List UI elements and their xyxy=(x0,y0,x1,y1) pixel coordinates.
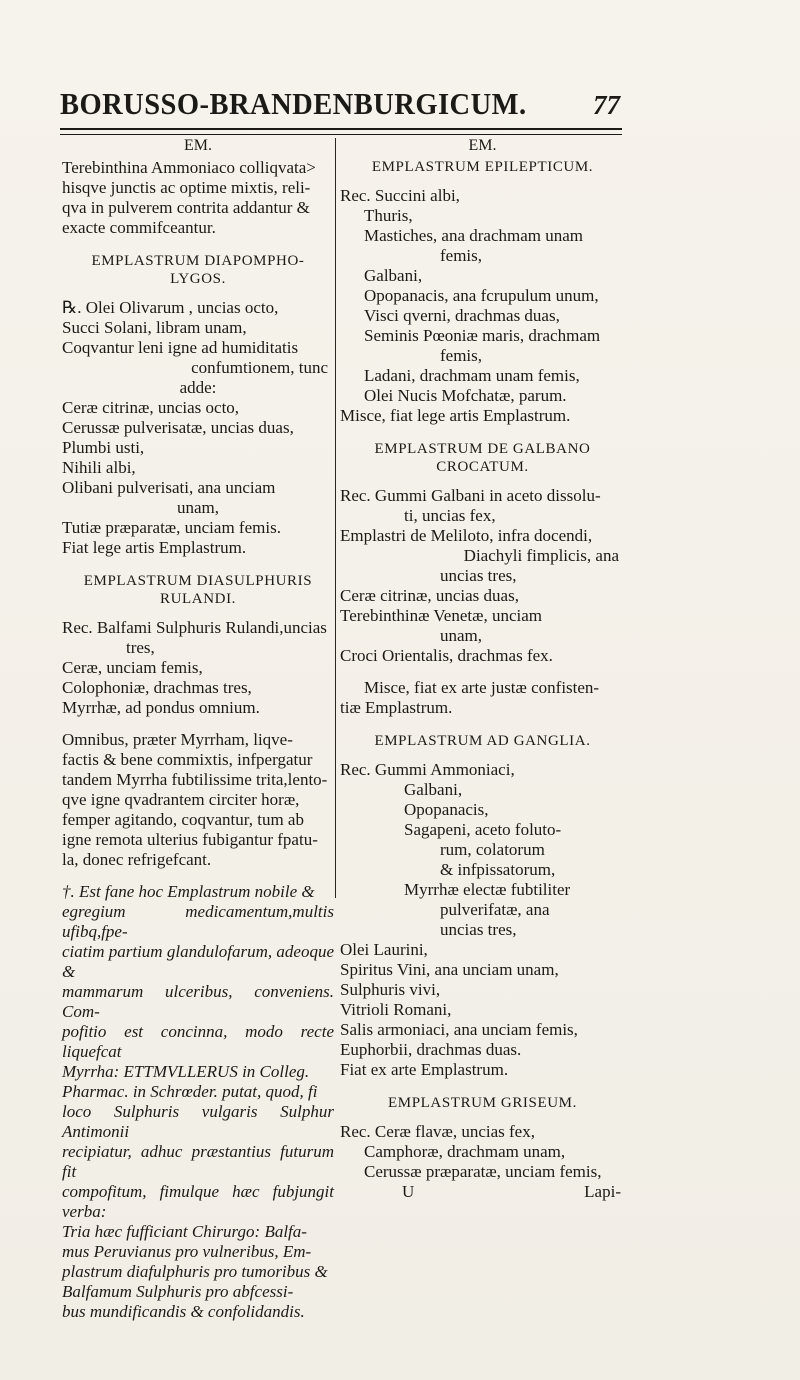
recipe-line: femis, xyxy=(440,346,483,365)
recipe-line: Spiritus Vini, ana unciam unam, xyxy=(340,960,559,979)
text-line: LYGOS. xyxy=(170,271,226,287)
text-line: qve igne qvadrantem circiter horæ, xyxy=(62,790,300,809)
catchword: Lapi- xyxy=(584,1182,621,1201)
recipe-line: Visci qverni, drachmas duas, xyxy=(364,306,560,325)
left-paragraph-1 xyxy=(62,158,334,238)
recipe-line: Camphoræ, drachmam unam, xyxy=(364,1142,566,1161)
page-header xyxy=(60,86,620,126)
recipe-line: Ceræ, unciam femis, xyxy=(62,658,203,677)
text-line: RULANDI. xyxy=(159,591,237,607)
recipe-line: Rec. Gummi Ammoniaci, xyxy=(340,760,515,779)
page-number: 77 xyxy=(593,90,620,120)
recipe-line: Emplastri de Meliloto, infra docendi, xyxy=(340,526,593,545)
recipe-line: unam, xyxy=(176,498,220,517)
text-line: femper agitando, coqvantur, tum ab xyxy=(62,810,304,829)
recipe-line: Rec. Gummi Galbani in aceto dissolu- xyxy=(340,486,601,505)
recipe-line: Plumbi usti, xyxy=(62,438,145,457)
recipe-line: Diachyli fimplicis, ana xyxy=(463,546,619,565)
left-column-header: EM. xyxy=(184,137,212,154)
spacer xyxy=(340,666,625,678)
right-title-3 xyxy=(340,732,625,750)
text-line: EMPLASTRUM GRISEUM. xyxy=(388,1095,577,1111)
text-line: mus Peruvianus pro vulneribus, Em- xyxy=(62,1242,312,1261)
recipe-line: tiæ Emplastrum. xyxy=(340,698,453,717)
recipe-line: Vitrioli Romani, xyxy=(340,1000,452,1019)
recipe-line: Croci Orientalis, drachmas fex. xyxy=(340,646,553,665)
recipe-line: Rec. Ceræ flavæ, uncias fex, xyxy=(340,1122,535,1141)
right-recipe-2 xyxy=(340,486,625,718)
text-line: factis & bene commixtis, infpergatur xyxy=(62,750,313,769)
right-title-1 xyxy=(340,158,625,176)
recipe-line: rum, colatorum xyxy=(440,840,545,859)
recipe-line: Ceræ citrinæ, uncias duas, xyxy=(340,586,519,605)
text-line: compofitum, fimulque hæc fubjungit verba: xyxy=(62,1182,334,1221)
recipe-line: uncias tres, xyxy=(440,566,517,585)
left-recipe-2 xyxy=(62,618,334,718)
text-line: EMPLASTRUM EPILEPTICUM. xyxy=(371,159,594,175)
recipe-line: tres, xyxy=(126,638,155,657)
recipe-line: Myrrhæ, ad pondus omnium. xyxy=(62,698,260,717)
text-line: loco Sulphuris vulgaris Sulphur Antimonii xyxy=(62,1102,334,1141)
right-recipe-1 xyxy=(340,186,625,426)
right-column xyxy=(340,134,625,1202)
recipe-line: confumtionem, tunc xyxy=(191,358,328,377)
recipe-line: Opopanacis, ana fcrupulum unum, xyxy=(364,286,599,305)
recipe-line: Euphorbii, drachmas duas. xyxy=(340,1040,522,1059)
spacer xyxy=(62,870,334,882)
text-line: pofitio est concinna, modo recte liquefcat xyxy=(62,1022,334,1061)
left-paragraph-2 xyxy=(62,730,334,870)
signature-mark: U xyxy=(402,1182,415,1201)
text-line: qva in pulverem contrita addantur & xyxy=(62,198,310,217)
recipe-line: Misce, fiat ex arte justæ confisten- xyxy=(364,678,600,697)
right-recipe-4 xyxy=(340,1122,625,1182)
recipe-line: ti, uncias fex, xyxy=(404,506,496,525)
text-line: mammarum ulceribus, conveniens. Com- xyxy=(62,982,334,1021)
text-line: egregium medicamentum,multis ufibq,fpe- xyxy=(62,902,334,941)
recipe-line: Fiat lege artis Emplastrum. xyxy=(62,538,247,557)
text-line: Balfamum Sulphuris pro abfcessi- xyxy=(62,1282,294,1301)
recipe-line: Cerussæ pulverisatæ, uncias duas, xyxy=(62,418,294,437)
recipe-line: Galbani, xyxy=(404,780,463,799)
right-column-header: EM. xyxy=(468,137,497,154)
footer-line xyxy=(340,1182,625,1202)
text-line: Omnibus, præter Myrrham, liqve- xyxy=(62,730,293,749)
recipe-line: pulverifatæ, ana xyxy=(440,900,550,919)
text-line: recipiatur, adhuc præstantius futurum fit xyxy=(62,1142,334,1181)
text-line: hisqve junctis ac optime mixtis, reli- xyxy=(62,178,311,197)
left-recipe-1 xyxy=(62,298,334,558)
recipe-line: Succi Solani, libram unam, xyxy=(62,318,247,337)
recipe-line: & infpissatorum, xyxy=(440,860,556,879)
recipe-line: unam, xyxy=(440,626,483,645)
recipe-line: adde: xyxy=(179,378,217,397)
recipe-line: Ceræ citrinæ, uncias octo, xyxy=(62,398,240,417)
right-title-2 xyxy=(340,440,625,476)
text-line: Terebinthina Ammoniaco colliqvata> xyxy=(62,158,316,177)
recipe-line: Opopanacis, xyxy=(404,800,489,819)
right-recipe-3 xyxy=(340,760,625,1080)
recipe-line: Terebinthinæ Venetæ, unciam xyxy=(340,606,542,625)
recipe-line: Mastiches, ana drachmam unam xyxy=(364,226,584,245)
recipe-line: Sagapeni, aceto foluto- xyxy=(404,820,562,839)
left-note xyxy=(62,882,334,1322)
text-line: Tria hæc fufficiant Chirurgo: Balfa- xyxy=(62,1222,307,1241)
recipe-line: Colophoniæ, drachmas tres, xyxy=(62,678,252,697)
recipe-line: Thuris, xyxy=(364,206,413,225)
recipe-line: Fiat ex arte Emplastrum. xyxy=(340,1060,509,1079)
text-line: ciatim partium glandulofarum, adeoque & xyxy=(62,942,334,981)
recipe-line: Olibani pulverisati, ana unciam xyxy=(62,478,276,497)
left-column xyxy=(62,134,334,1322)
text-line: tandem Myrrha fubtilissime trita,lento- xyxy=(62,770,328,789)
text-line: EMPLASTRUM DE GALBANO xyxy=(374,441,591,457)
right-title-4 xyxy=(340,1094,625,1112)
text-line: bus mundificandis & confolidandis. xyxy=(62,1302,305,1321)
text-line: EMPLASTRUM AD GANGLIA. xyxy=(374,733,591,749)
recipe-line: Myrrhæ electæ fubtiliter xyxy=(404,880,571,899)
text-line: la, donec refrigefcant. xyxy=(62,850,212,869)
left-title-2 xyxy=(62,572,334,608)
text-line: †. Est fane hoc Emplastrum nobile & xyxy=(62,882,315,901)
recipe-line: Cerussæ præparatæ, unciam femis, xyxy=(364,1162,602,1181)
recipe-line: Ladani, drachmam unam femis, xyxy=(364,366,580,385)
recipe-line: Sulphuris vivi, xyxy=(340,980,441,999)
text-line: plastrum diafulphuris pro tumoribus & xyxy=(62,1262,328,1281)
recipe-line: femis, xyxy=(440,246,483,265)
text-line: Myrrha: ETTMVLLERUS in Colleg. xyxy=(62,1062,310,1081)
text-line: Pharmac. in Schrœder. putat, quod, fi xyxy=(62,1082,318,1101)
recipe-line: Rec. Balfami Sulphuris Rulandi,uncias xyxy=(62,618,327,637)
text-line: igne remota ulterius fubigantur fpatu- xyxy=(62,830,318,849)
spacer xyxy=(62,718,334,730)
text-line: EMPLASTRUM DIAPOMPHO- xyxy=(91,253,305,269)
text-line: EMPLASTRUM DIASULPHURIS xyxy=(83,573,313,589)
recipe-line: Olei Nucis Mofchatæ, parum. xyxy=(364,386,567,405)
recipe-line: Tutiæ præparatæ, unciam femis. xyxy=(62,518,281,537)
recipe-line: Seminis Pœoniæ maris, drachmam xyxy=(364,326,601,345)
recipe-line: Misce, fiat lege artis Emplastrum. xyxy=(340,406,571,425)
recipe-line: Rec. Succini albi, xyxy=(340,186,460,205)
text-line: exacte commifceantur. xyxy=(62,218,216,237)
recipe-line: Olei Laurini, xyxy=(340,940,428,959)
recipe-line: Nihili albi, xyxy=(62,458,136,477)
text-line: CROCATUM. xyxy=(436,459,529,475)
running-title: BORUSSO-BRANDENBURGICUM. xyxy=(60,86,527,121)
recipe-line: ℞. Olei Olivarum , uncias octo, xyxy=(62,298,279,317)
left-title-1 xyxy=(62,252,334,288)
recipe-line: uncias tres, xyxy=(440,920,517,939)
recipe-line: Salis armoniaci, ana unciam femis, xyxy=(340,1020,578,1039)
column-divider xyxy=(335,138,336,898)
recipe-line: Galbani, xyxy=(364,266,423,285)
recipe-line: Coqvantur leni igne ad humiditatis xyxy=(62,338,299,357)
